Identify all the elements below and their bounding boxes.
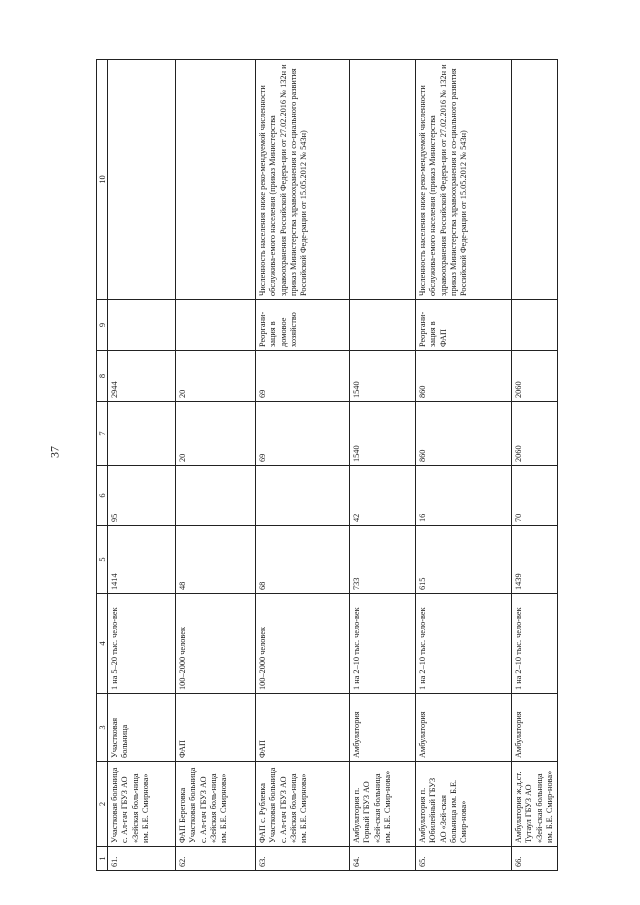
note-cell xyxy=(512,60,557,300)
data-table xyxy=(96,59,558,871)
value-cell xyxy=(176,466,256,526)
value-cell: 860 xyxy=(416,351,512,402)
row-number: 64. xyxy=(350,847,416,871)
header-cell: 4 xyxy=(97,594,108,694)
table-row xyxy=(108,60,176,871)
norm-cell: 100–2000 человек xyxy=(256,594,350,694)
header-cell: 3 xyxy=(97,694,108,762)
value-cell: 1540 xyxy=(350,402,416,466)
value-cell xyxy=(108,402,176,466)
value-cell: 68 xyxy=(256,526,350,594)
header-cell: 9 xyxy=(97,300,108,351)
header-cell: 8 xyxy=(97,351,108,402)
facility-name: Амбулатория п. Юбилейный ГБУЗ АО «Зей-ская больница им. Б.Е. Смир-нова» xyxy=(416,762,512,847)
value-cell: 16 xyxy=(416,466,512,526)
value-cell: 2944 xyxy=(108,351,176,402)
action-cell: Реоргани-зация в ФАП xyxy=(416,300,512,351)
row-number: 61. xyxy=(108,847,176,871)
note-cell xyxy=(176,60,256,300)
header-row xyxy=(97,60,108,871)
action-cell xyxy=(108,300,176,351)
table-row xyxy=(416,60,512,871)
facility-name: ФАП с. Рублевка Участковая больница с. Ал-гач ГБУЗ АО «Зейская боль-ница им. Б.Е. Смирнова» xyxy=(256,762,350,847)
row-number: 66. xyxy=(512,847,557,871)
rotated-table-wrapper xyxy=(96,60,554,871)
facility-type: ФАП xyxy=(176,694,256,762)
value-cell: 70 xyxy=(512,466,557,526)
facility-type: Амбулатория xyxy=(350,694,416,762)
row-number: 65. xyxy=(416,847,512,871)
facility-type: Амбулатория xyxy=(512,694,557,762)
note-cell: Численность населения ниже реко-мендуемой численности обслужива-емого населения (приказ Министерства здравоохранения Российской Федера-ции от 27.02.2016 № 132н и приказ Министерства здравоохранения и со-циального развития Российской Феде-рации от 15.05.2012 № 543н) xyxy=(416,60,512,300)
facility-type: Амбулатория xyxy=(416,694,512,762)
note-cell xyxy=(108,60,176,300)
norm-cell: 100–2000 человек xyxy=(176,594,256,694)
row-number: 62. xyxy=(176,847,256,871)
norm-cell: 1 на 2–10 тыс. чело-век xyxy=(350,594,416,694)
table-row xyxy=(350,60,416,871)
value-cell: 69 xyxy=(256,351,350,402)
header-cell: 6 xyxy=(97,466,108,526)
table-row xyxy=(512,60,557,871)
value-cell: 20 xyxy=(176,402,256,466)
facility-name: Амбулатория п. Горный ГБУЗ АО «Зей-ская больница им. Б.Е. Смир-нова» xyxy=(350,762,416,847)
facility-name: Амбулатория ж.д.ст. Тутаул ГБУЗ АО «Зей-ская больница им. Б.Е. Смир-нова» xyxy=(512,762,557,847)
value-cell: 2060 xyxy=(512,402,557,466)
norm-cell: 1 на 5–20 тыс. чело-век xyxy=(108,594,176,694)
table-row xyxy=(176,60,256,871)
facility-type: ФАП xyxy=(256,694,350,762)
value-cell: 48 xyxy=(176,526,256,594)
value-cell: 20 xyxy=(176,351,256,402)
row-number: 63. xyxy=(256,847,350,871)
action-cell xyxy=(176,300,256,351)
value-cell: 1439 xyxy=(512,526,557,594)
value-cell: 69 xyxy=(256,402,350,466)
value-cell: 42 xyxy=(350,466,416,526)
table-row xyxy=(256,60,350,871)
page-number: 37 xyxy=(47,446,62,458)
header-cell: 10 xyxy=(97,60,108,300)
note-cell xyxy=(350,60,416,300)
action-cell: Реоргани-зация в домовое хозяйство xyxy=(256,300,350,351)
value-cell: 733 xyxy=(350,526,416,594)
value-cell: 95 xyxy=(108,466,176,526)
value-cell: 1414 xyxy=(108,526,176,594)
header-cell: 1 xyxy=(97,847,108,871)
value-cell: 860 xyxy=(416,402,512,466)
note-cell: Численность населения ниже реко-мендуемой численности обслужива-емого населения (приказ Министерства здравоохранения Российской Федера-ции от 27.02.2016 № 132н и приказ Министерства здравоохранения и со-циального развития Российской Феде-рации от 15.05.2012 № 543н) xyxy=(256,60,350,300)
action-cell xyxy=(350,300,416,351)
value-cell: 1540 xyxy=(350,351,416,402)
header-cell: 5 xyxy=(97,526,108,594)
header-cell: 2 xyxy=(97,762,108,847)
facility-type: Участковая больница xyxy=(108,694,176,762)
value-cell xyxy=(256,466,350,526)
facility-name: ФАП Береговка Участковая больница с. Ал-гач ГБУЗ АО «Зейская боль-ница им. Б.Е. Смирнова» xyxy=(176,762,256,847)
action-cell xyxy=(512,300,557,351)
norm-cell: 1 на 2–10 тыс. чело-век xyxy=(512,594,557,694)
norm-cell: 1 на 2–10 тыс. чело-век xyxy=(416,594,512,694)
value-cell: 2060 xyxy=(512,351,557,402)
value-cell: 615 xyxy=(416,526,512,594)
header-cell: 7 xyxy=(97,402,108,466)
facility-name: Участковая больница с. Ал-гач ГБУЗ АО «Зейская боль-ница им. Б.Е. Смирнова» xyxy=(108,762,176,847)
